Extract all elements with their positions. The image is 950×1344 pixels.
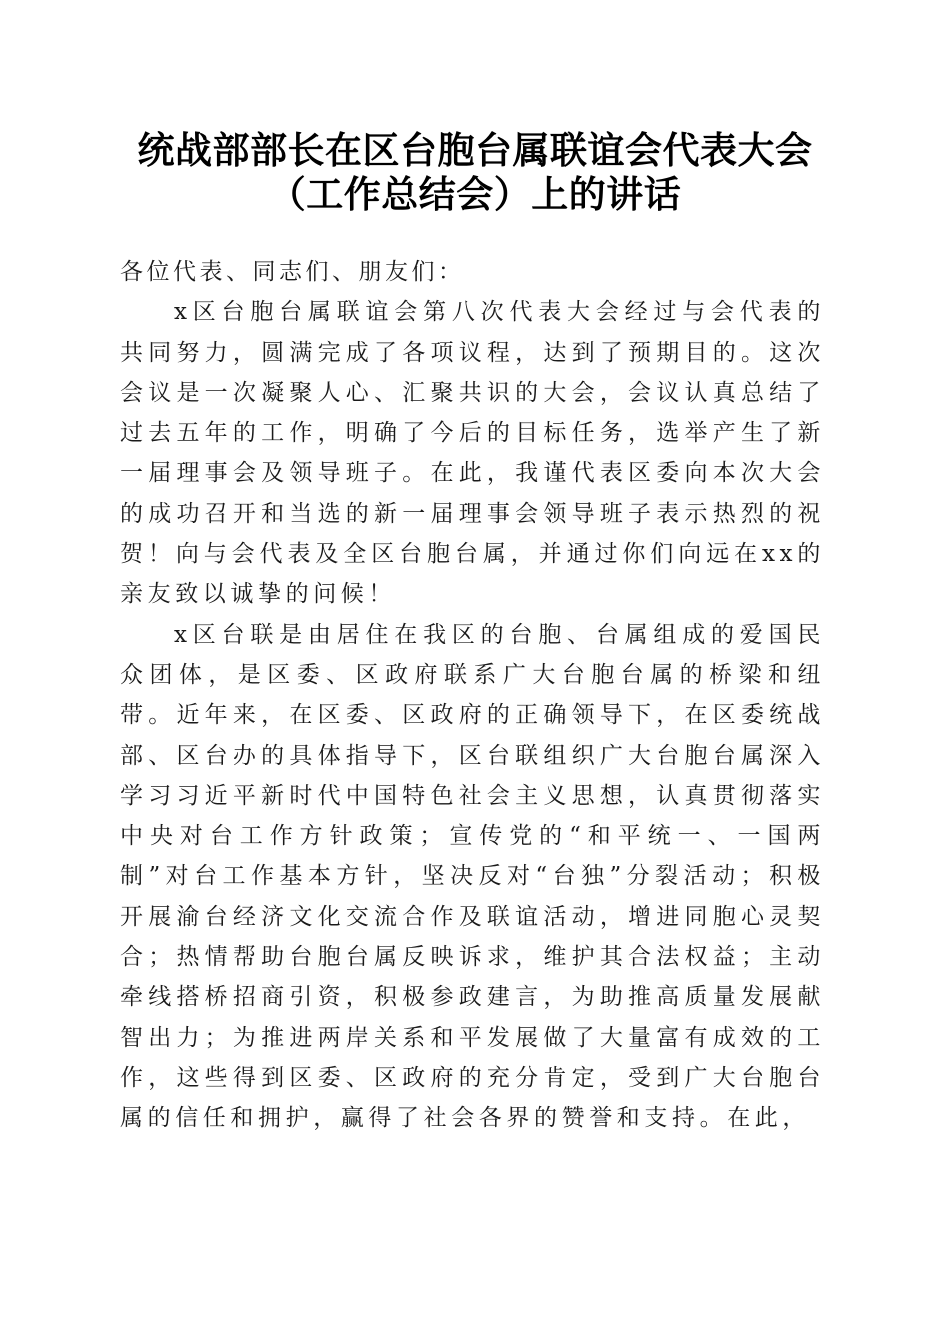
document-title: 统战部部长在区台胞台属联谊会代表大会（工作总结会）上的讲话 [137, 128, 813, 216]
salutation: 各位代表、同志们、朋友们： [120, 259, 465, 285]
document-body [120, 252, 825, 1139]
paragraph-1: x区台胞台属联谊会第八次代表大会经过与会代表的共同努力，圆满完成了各项议程，达到了预期目的。这次会议是一次凝聚人心、汇聚共识的大会，会议认真总结了过去五年的工作，明确了今后的目标任务，选举产生了新一届理事会及领导班子。在此，我谨代表区委向本次大会的成功召开和当选的新一届理事会领导班子表示热烈的祝贺！向与会代表及全区台胞台属，并通过你们向远在xx的亲友致以诚挚的问候！ [120, 299, 825, 608]
paragraph-2: x区台联是由居住在我区的台胞、台属组成的爱国民众团体，是区委、区政府联系广大台胞台属的桥梁和纽带。近年来，在区委、区政府的正确领导下，在区委统战部、区台办的具体指导下，区台联组织广大台胞台属深入学习习近平新时代中国特色社会主义思想，认真贯彻落实中央对台工作方针政策；宣传党的“和平统一、一国两制”对台工作基本方针，坚决反对“台独”分裂活动；积极开展渝台经济文化交流合作及联谊活动，增进同胞心灵契合；热情帮助台胞台属反映诉求，维护其合法权益；主动牵线搭桥招商引资，积极参政建言，为助推高质量发展献智出力；为推进两岸关系和平发展做了大量富有成效的工作，这些得到区委、区政府的充分肯定，受到广大台胞台属的信任和拥护，赢得了社会各界的赞誉和支持。在此， [120, 621, 825, 1132]
